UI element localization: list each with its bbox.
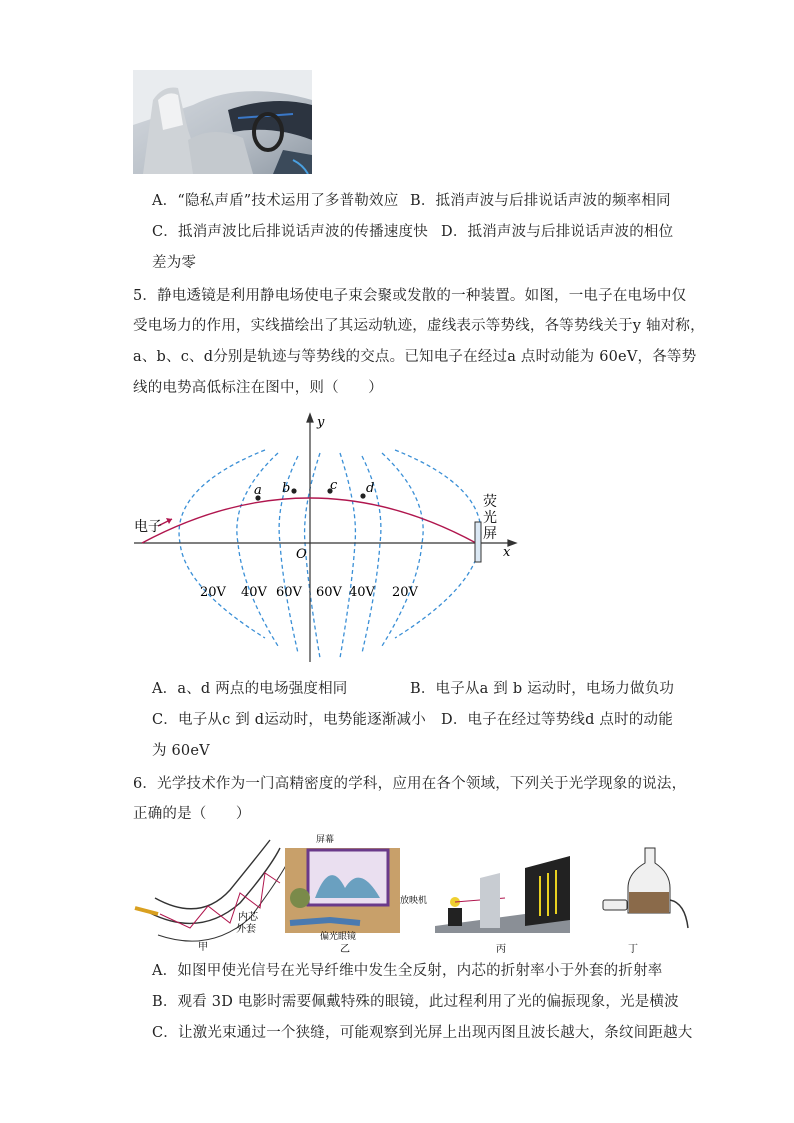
cladding-label: 外套: [236, 924, 256, 935]
figure-ding-water-stream: [603, 848, 688, 953]
screen-label-3: 屏: [483, 526, 497, 542]
q4-option-d: D．抵消声波与后排说话声波的相位: [441, 224, 674, 240]
q6-option-c: C．让激光束通过一个狭缝，可能观察到光屏上出现丙图且波长越大，条纹间距越大: [152, 1025, 693, 1041]
electrostatic-lens-diagram: [130, 408, 520, 666]
projector-label: 放映机: [400, 896, 428, 906]
q5-stem-line-4: 线的电势高低标注在图中，则（ ）: [133, 380, 383, 396]
fluorescent-screen: [475, 522, 481, 562]
point-d: [360, 493, 365, 498]
electron-label: 电子: [134, 519, 162, 535]
glasses-label: 偏光眼镜: [320, 932, 357, 942]
label-yi: 乙: [340, 944, 350, 953]
q5-option-d-continued: 为 60eV: [152, 743, 210, 759]
coordinate-axes: [134, 414, 516, 662]
figure-bing-diffraction: [400, 856, 570, 953]
q4-option-c: C．抵消声波比后排说话声波的传播速度快: [152, 224, 428, 240]
potential-label: 40V: [349, 585, 375, 600]
potential-label: 60V: [276, 585, 302, 600]
optics-figures: [130, 828, 690, 953]
q5-option-b: B．电子从a 到 b 运动时，电场力做负功: [410, 681, 675, 697]
q4-option-b: B．抵消声波与后排说话声波的频率相同: [410, 193, 671, 209]
q5-option-d: D．电子在经过等势线d 点时的动能: [441, 712, 673, 728]
q5-stem-line-3: a、b、c、d分别是轨迹与等势线的交点。已知电子在经过a 点时动能为 60eV，各等势: [133, 349, 697, 365]
potential-label: 20V: [200, 585, 226, 600]
x-axis-label: x: [503, 545, 511, 560]
point-b: [291, 488, 296, 493]
potential-label: 60V: [316, 585, 342, 600]
screen-label: 屏幕: [316, 835, 335, 845]
core-label: 内芯: [238, 912, 258, 923]
q5-option-c: C．电子从c 到 d运动时，电势能逐渐减小: [152, 712, 426, 728]
point-d-label: d: [366, 481, 375, 496]
q4-option-a: A．“隐私声盾”技术运用了多普勒效应: [152, 193, 399, 209]
point-a-label: a: [254, 483, 262, 498]
q6-stem-line-2: 正确的是（ ）: [133, 806, 251, 822]
figure-jia-optical-fiber: [135, 840, 290, 953]
potential-label: 40V: [241, 585, 267, 600]
y-axis-label: y: [317, 415, 325, 430]
car-interior-photo: [133, 70, 312, 174]
potential-label: 20V: [392, 585, 418, 600]
label-bing: 丙: [496, 944, 506, 953]
q5-option-a: A．a、d 两点的电场强度相同: [152, 681, 348, 697]
label-jia: 甲: [198, 942, 208, 953]
electron-trajectory: [142, 498, 476, 543]
figure-yi-3d-movie: [285, 833, 400, 953]
point-c-label: c: [330, 478, 338, 493]
q6-option-b: B．观看 3D 电影时需要佩戴特殊的眼镜，此过程利用了光的偏振现象，光是横波: [152, 994, 679, 1010]
point-b-label: b: [282, 481, 291, 496]
origin-label: O: [296, 547, 307, 562]
screen-label-2: 光: [483, 510, 497, 526]
q6-option-a: A．如图甲使光信号在光导纤维中发生全反射，内芯的折射率小于外套的折射率: [152, 963, 663, 979]
q4-option-d-continued: 差为零: [152, 255, 197, 271]
q5-stem-line-1: 5．静电透镜是利用静电场使电子束会聚或发散的一种装置。如图，一电子在电场中仅: [133, 288, 687, 304]
q5-stem-line-2: 受电场力的作用，实线描绘出了其运动轨迹，虚线表示等势线，各等势线关于y 轴对称，: [133, 318, 705, 334]
screen-label-1: 荧: [483, 494, 497, 510]
label-ding: 丁: [628, 944, 638, 953]
q6-stem-line-1: 6．光学技术作为一门高精密度的学科，应用在各个领域，下列关于光学现象的说法，: [133, 776, 687, 792]
